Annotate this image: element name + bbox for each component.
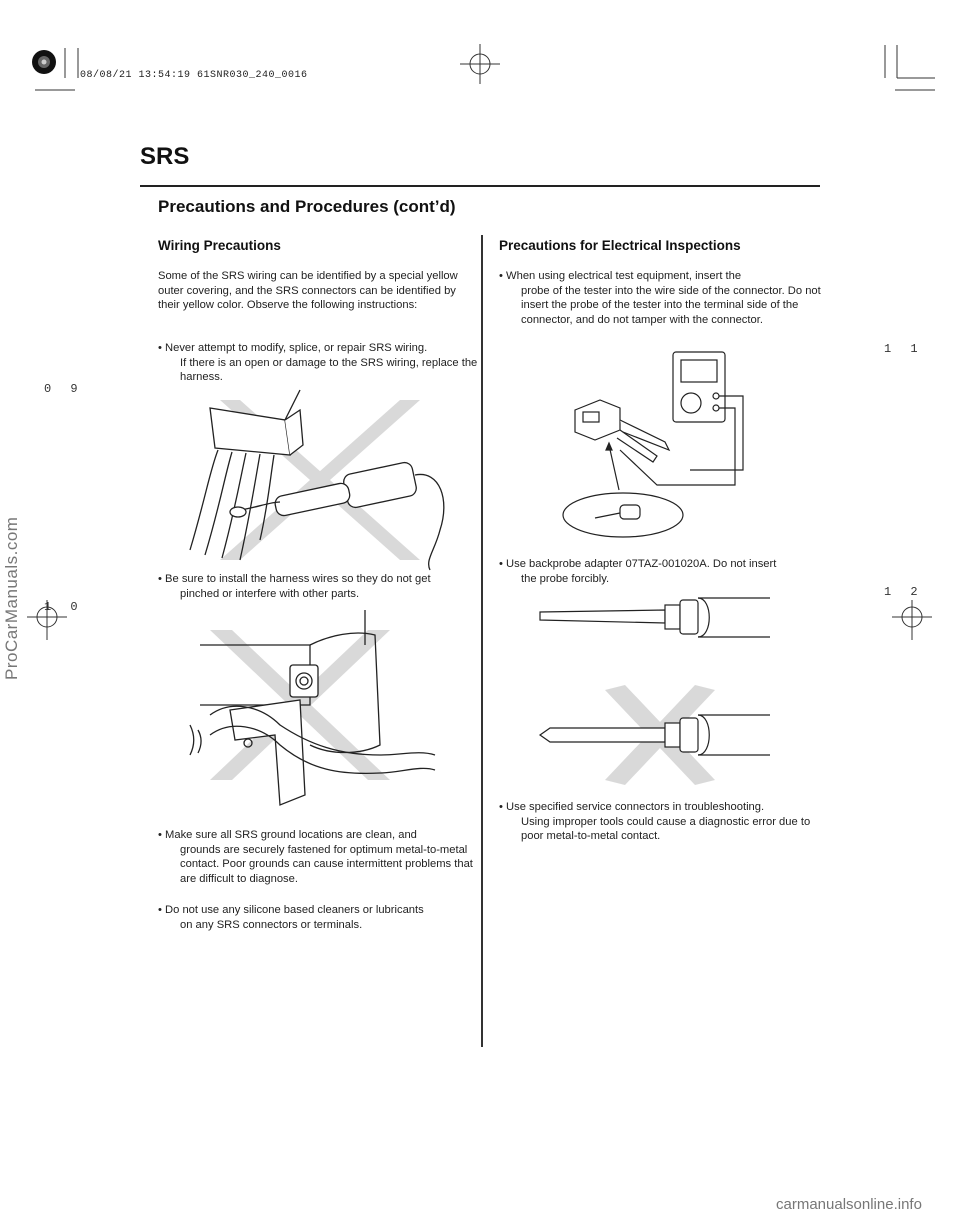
title-rule [140,185,820,187]
figure-harness-repair [180,390,460,570]
page-title: Precautions and Procedures (cont’d) [158,197,456,216]
electrical-inspections-heading: Precautions for Electrical Inspections [499,238,741,253]
wiring-bullet-4: • Do not use any silicone based cleaners or lubricants on any SRS connectors or terminals. [158,904,424,931]
footer-watermark: carmanualsonline.info [776,1196,922,1213]
figure-tester-probe [565,350,755,540]
wiring-bullet-2: • Be sure to install the harness wires so they do not get pinched or interfere with other parts. [158,573,431,600]
column-divider [481,235,483,1047]
wiring-intro: Some of the SRS wiring can be identified by a special yellow outer covering, and the SRS connectors can be identified by their yellow color. Observe the following instructions: [158,270,458,311]
inspection-bullet-2: • Use backprobe adapter 07TAZ-001020A. Do not insert the probe forcibly. [499,558,777,585]
margin-number-right-top: 1 1 [884,342,924,356]
inspection-bullet-3: • Use specified service connectors in troubleshooting. Using improper tools could cause a diagnostic error due to poor metal-to-metal contact. [499,801,811,842]
probe-icon [540,728,665,742]
margin-number-left-bottom: 1 0 [44,600,84,614]
margin-number-right-bottom: 1 2 [884,585,924,599]
inspection-bullet-1: • When using electrical test equipment, insert the probe of the tester into the wire side of the connector. Do not insert the probe of the tester into the terminal side of the connector, and do not tamper with the connector. [499,270,821,326]
side-watermark: ProCarManuals.com [2,516,21,680]
wiring-bullet-1: • Never attempt to modify, splice, or repair SRS wiring. If there is an open or damage to the SRS wiring, replace the harness. [158,342,478,383]
wiring-precautions-heading: Wiring Precautions [158,238,281,253]
margin-number-left-top: 0 9 [44,382,84,396]
print-stamp: 08/08/21 13:54:19 61SNR030_240_0016 [80,70,308,81]
backprobe-adapter-icon [540,610,665,623]
wiring-bullet-3: • Make sure all SRS ground locations are clean, and grounds are securely fastened for optimum metal-to-metal contact. Poor grounds can cause intermittent problems that are difficult to diagnose. [158,829,473,885]
figure-backprobe-adapter [535,595,775,790]
section-title: SRS [140,143,190,170]
figure-pinched-harness [180,605,440,805]
